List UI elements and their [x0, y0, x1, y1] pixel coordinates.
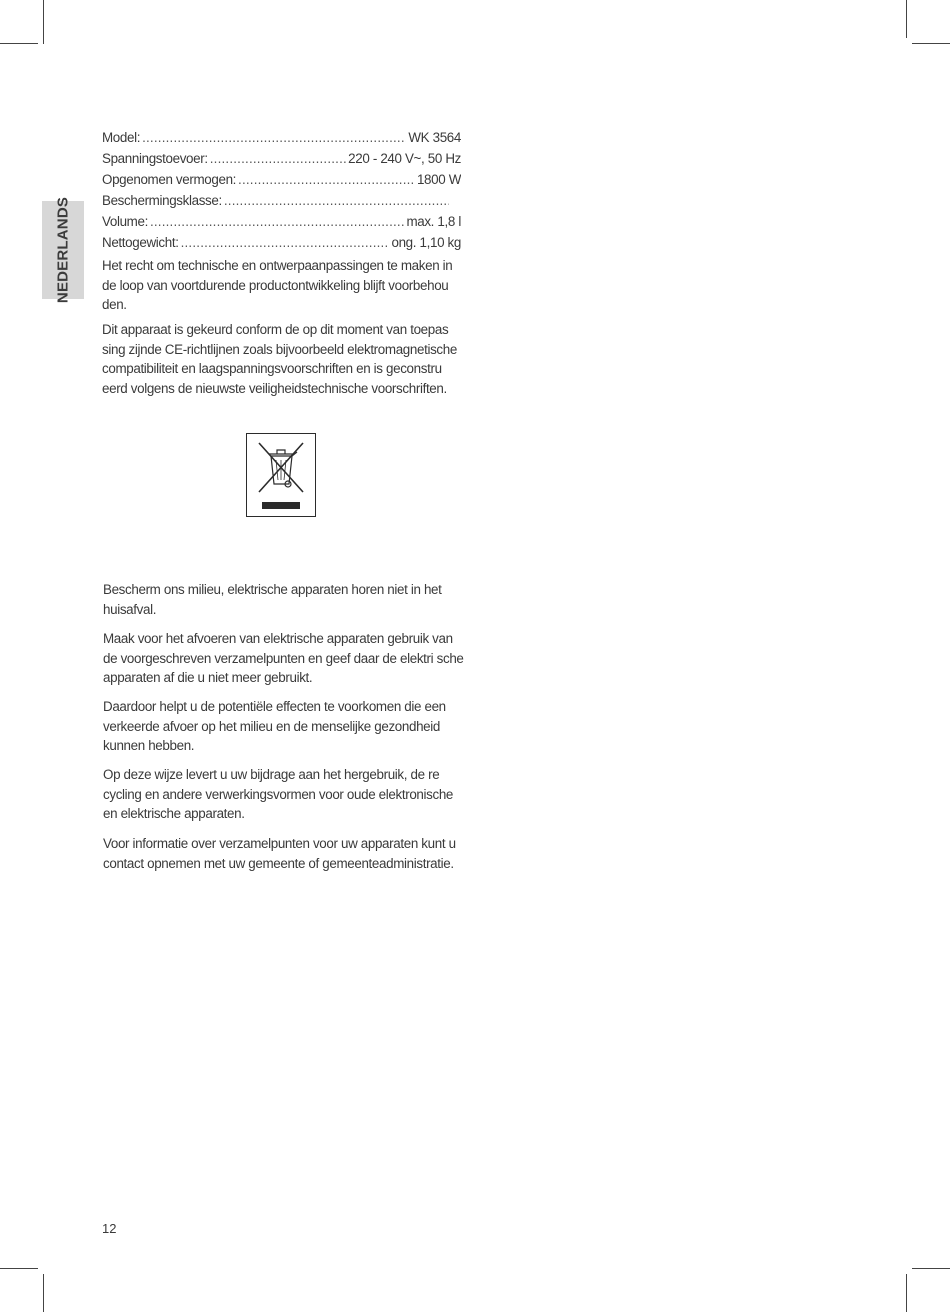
- spec-row-power: [102, 172, 461, 193]
- crop-mark: [906, 1274, 907, 1312]
- spec-value: WK 3564: [408, 130, 461, 145]
- crop-mark: [43, 0, 44, 44]
- spec-value: max. 1,8 l: [406, 214, 461, 229]
- spec-label: Opgenomen vermogen:: [102, 172, 237, 187]
- spec-value: ong. 1,10 kg: [391, 235, 461, 250]
- dot-leader: [181, 235, 390, 250]
- crop-mark: [43, 1274, 44, 1312]
- spec-label: Nettogewicht:: [102, 235, 179, 250]
- dot-leader: [210, 151, 346, 166]
- spec-row-model: [102, 130, 461, 151]
- crop-mark: [0, 43, 38, 44]
- dot-leader: [142, 130, 406, 145]
- crop-mark: [912, 1268, 950, 1269]
- spec-label: Model:: [102, 130, 141, 145]
- spec-row-net-weight: [102, 235, 461, 256]
- spec-row-voltage: [102, 151, 461, 172]
- paragraph-recycling: Op deze wijze levert u uw bijdrage aan het hergebruik, de re cycling en andere verwerkingsvormen voor oude elektronische en elektrische apparaten.: [103, 767, 454, 822]
- crossed-out-wheelie-bin-icon: [247, 434, 314, 515]
- language-tab: [42, 196, 84, 304]
- spec-list: [102, 130, 461, 256]
- spec-row-volume: [102, 214, 461, 235]
- crop-mark: [906, 0, 907, 38]
- paragraph-technical-changes: Het recht om technische en ontwerpaanpassingen te maken in de loop van voortdurende productontwikkeling blijft voorbehou den.: [102, 258, 453, 313]
- paragraph-ce-conformity: Dit apparaat is gekeurd conform de op dit moment van toepas sing zijnde CE-richtlijnen zoals bijvoorbeeld elektromagnetische compatibiliteit en laagspanningsvoorschriften en is geconstru eerd volgens de nieuwste veiligheidstechnische voorschriften.: [102, 322, 457, 396]
- dot-leader: [224, 193, 449, 208]
- paragraph-environment: Bescherm ons milieu, elektrische apparaten horen niet in het huisafval.: [103, 582, 442, 617]
- spec-row-protection-class: [102, 193, 461, 214]
- weee-symbol: [246, 433, 316, 517]
- paragraph-information: Voor informatie over verzamelpunten voor uw apparaten kunt u contact opnemen met uw gemeente of gemeenteadministratie.: [103, 836, 456, 871]
- paragraph-effects: Daardoor helpt u de potentiële effecten te voorkomen die een verkeerde afvoer op het milieu en de menselijke gezondheid kunnen hebben.: [103, 699, 446, 754]
- language-label: NEDERLANDS: [54, 196, 72, 304]
- dot-leader: [238, 172, 415, 187]
- spec-value: 220 - 240 V~, 50 Hz: [348, 151, 461, 166]
- crop-mark: [912, 43, 950, 44]
- paragraph-collection-points: Maak voor het afvoeren van elektrische apparaten gebruik van de voorgeschreven verzamelpunten en geef daar de elektri sche apparaten af die u niet meer gebruikt.: [103, 631, 464, 686]
- dot-leader: [150, 214, 405, 229]
- spec-label: Beschermingsklasse:: [102, 193, 222, 208]
- spec-label: Spanningstoevoer:: [102, 151, 208, 166]
- spec-value: 1800 W: [416, 172, 461, 187]
- page-number: 12: [102, 1221, 117, 1236]
- spec-label: Volume:: [102, 214, 148, 229]
- crop-mark: [0, 1268, 38, 1269]
